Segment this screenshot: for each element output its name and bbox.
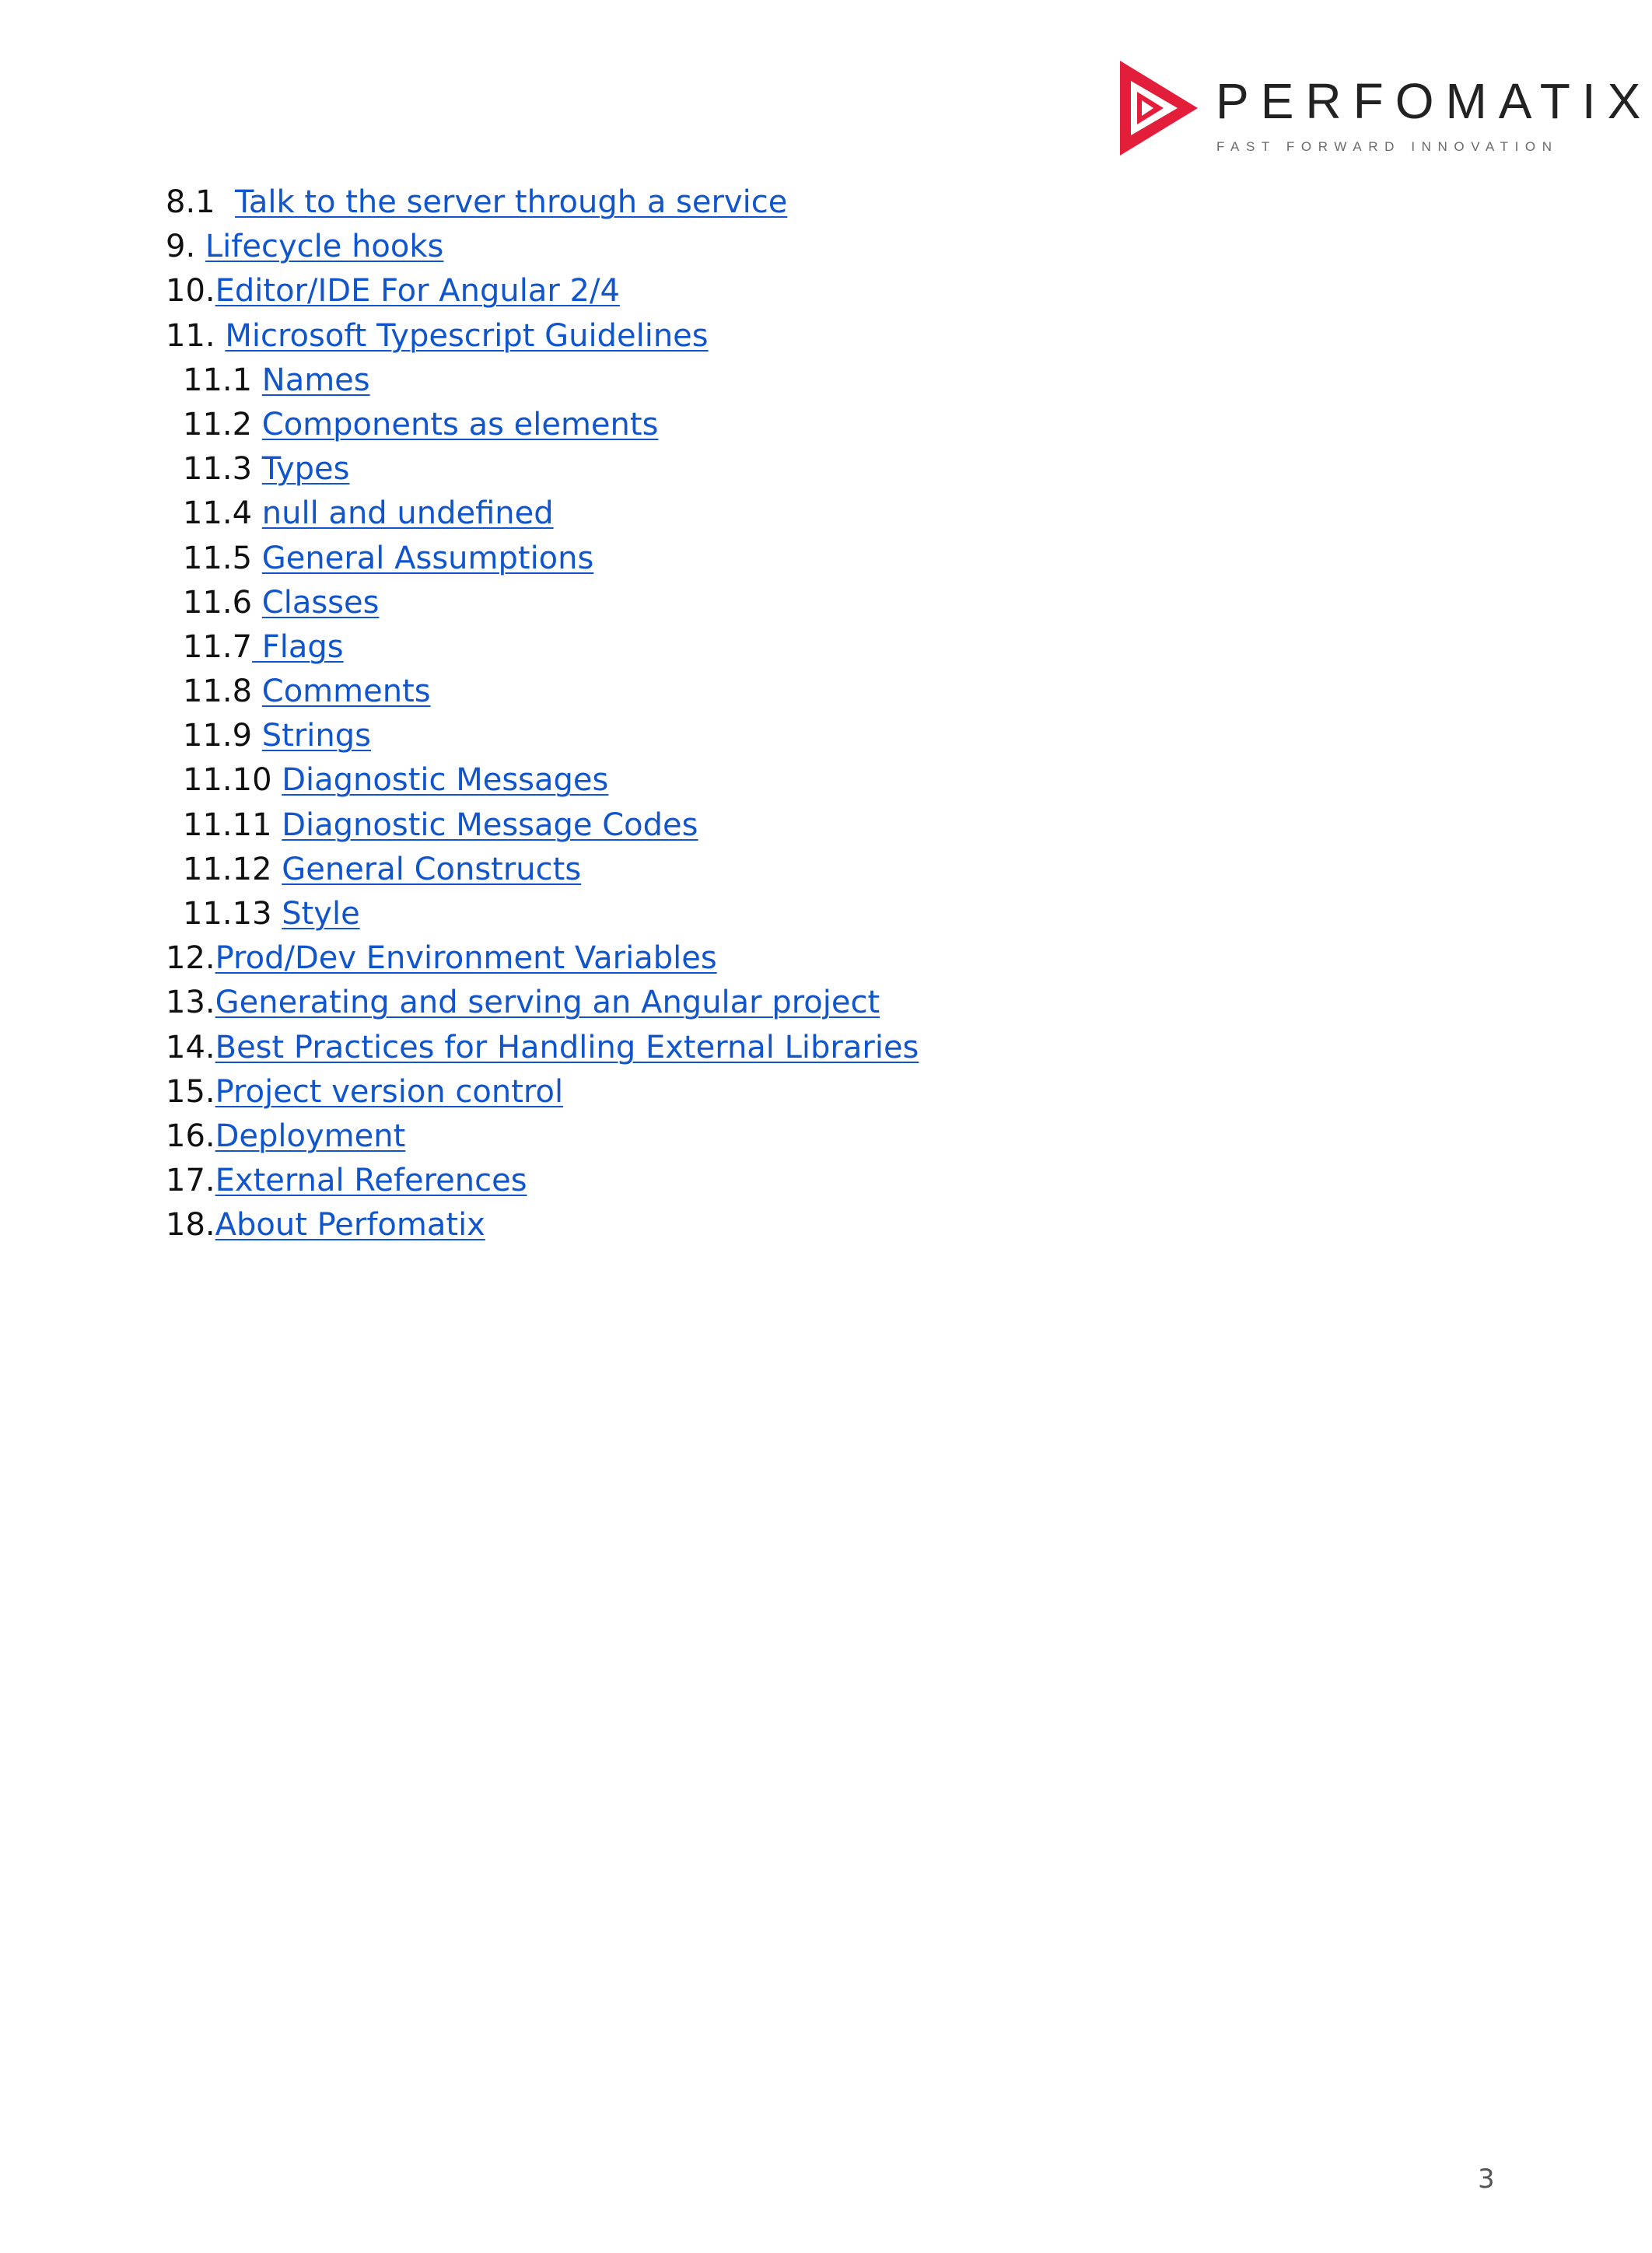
logo-wordmark: PERFOMATIX [1216, 73, 1652, 129]
toc-entry-number: 8.1 [166, 184, 236, 220]
page-number: 3 [1478, 2164, 1495, 2195]
toc-entry-link[interactable]: Flags [252, 628, 344, 665]
toc-entry-number: 11.7 [183, 628, 253, 665]
toc-entry-link[interactable]: Talk to the server through a service [235, 184, 788, 220]
toc-entry [166, 1070, 919, 1114]
toc-entry [166, 1114, 919, 1159]
toc-entry-number: 18. [166, 1207, 215, 1244]
toc-entry [166, 359, 919, 403]
toc-entry-number: 11.11 [183, 806, 282, 843]
toc-entry [166, 848, 919, 892]
toc-entry-link[interactable]: Comments [261, 673, 431, 710]
toc-entry [166, 1159, 919, 1203]
toc-entry-number: 11.8 [183, 673, 262, 710]
toc-entry-number: 11.13 [183, 896, 282, 932]
toc-entry [166, 936, 919, 981]
toc-entry-link[interactable]: Editor/IDE For Angular 2/4 [215, 273, 620, 310]
toc-entry-link[interactable]: General Assumptions [261, 540, 594, 576]
toc-entry [166, 1203, 919, 1247]
toc-entry-number: 11. [166, 317, 226, 354]
toc-entry [166, 447, 919, 492]
toc-entry-link[interactable]: General Constructs [282, 851, 582, 887]
toc-entry-link[interactable]: Lifecycle hooks [205, 229, 444, 265]
toc-entry-link[interactable]: Style [282, 896, 360, 932]
toc-entry-number: 17. [166, 1163, 215, 1199]
logo-tagline: FAST FORWARD INNOVATION [1216, 139, 1559, 154]
toc-entry [166, 180, 919, 225]
toc-entry [166, 981, 919, 1025]
toc-entry-link[interactable]: Best Practices for Handling External Libraries [215, 1029, 919, 1065]
toc-entry [166, 314, 919, 359]
toc-entry-number: 11.2 [183, 406, 262, 443]
toc-entry-link[interactable]: External References [215, 1163, 527, 1199]
toc-entry-number: 11.12 [183, 851, 282, 887]
toc-entry [166, 1026, 919, 1070]
toc-entry [166, 492, 919, 536]
toc-entry [166, 625, 919, 670]
toc-entry [166, 670, 919, 714]
toc-entry-number: 14. [166, 1029, 215, 1065]
toc-entry [166, 537, 919, 581]
toc-entry-link[interactable]: Prod/Dev Environment Variables [215, 940, 717, 977]
toc-entry [166, 581, 919, 625]
toc-entry [166, 758, 919, 803]
toc-entry-number: 11.5 [183, 540, 262, 576]
toc-entry-link[interactable]: Strings [261, 718, 371, 754]
play-triangle-logo-icon [1120, 61, 1198, 156]
toc-entry [166, 225, 919, 269]
toc-entry-number: 15. [166, 1073, 215, 1110]
toc-entry-number: 10. [166, 273, 215, 310]
toc-entry-number: 12. [166, 940, 215, 977]
toc-entry [166, 803, 919, 848]
toc-entry-link[interactable]: Names [261, 362, 370, 398]
toc-entry-link[interactable]: Diagnostic Messages [282, 762, 609, 799]
toc-entry [166, 269, 919, 313]
toc-entry-number: 9. [166, 229, 205, 265]
toc-entry-number: 11.4 [183, 495, 262, 532]
toc-entry-number: 11.1 [183, 362, 262, 398]
toc-entry-number: 11.3 [183, 451, 262, 488]
toc-entry-link[interactable]: Generating and serving an Angular project [215, 985, 880, 1021]
toc-entry [166, 892, 919, 936]
toc-entry-number: 11.6 [183, 584, 262, 621]
toc-entry-link[interactable]: Components as elements [261, 406, 659, 443]
toc-entry-link[interactable]: Microsoft Typescript Guidelines [225, 317, 709, 354]
toc-entry-link[interactable]: Project version control [215, 1073, 564, 1110]
toc-entry-number: 11.9 [183, 718, 262, 754]
toc-entry-number: 11.10 [183, 762, 282, 799]
toc-entry-link[interactable]: Classes [261, 584, 380, 621]
toc-entry-number: 16. [166, 1118, 215, 1154]
toc-entry [166, 714, 919, 758]
table-of-contents [166, 180, 919, 1248]
toc-entry-link[interactable]: Deployment [215, 1118, 406, 1154]
toc-entry-link[interactable]: Diagnostic Message Codes [282, 806, 698, 843]
toc-entry [166, 403, 919, 447]
toc-entry-number: 13. [166, 985, 215, 1021]
toc-entry-link[interactable]: null and undefined [261, 495, 554, 532]
toc-entry-link[interactable]: Types [261, 451, 350, 488]
perfomatix-logo [1120, 61, 1652, 158]
toc-entry-link[interactable]: About Perfomatix [215, 1207, 485, 1244]
